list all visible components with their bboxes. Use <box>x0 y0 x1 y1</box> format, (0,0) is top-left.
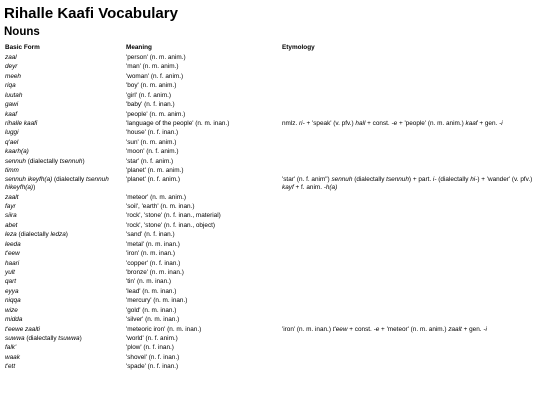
meaning-cell: 'meteor' (n. m. anim.) <box>126 193 186 201</box>
dialect-note: (dialectally <box>25 157 60 165</box>
meaning-cell: 'language of the people' (n. m. inan.) <box>126 119 230 127</box>
basic-form: zaalt <box>5 193 19 201</box>
etymology-cell <box>281 212 536 221</box>
etymology-cell <box>281 297 536 306</box>
etymology-morpheme: -e <box>391 119 398 127</box>
table-row <box>4 335 536 344</box>
etymology-cell <box>281 203 536 212</box>
etymology-text: 'iron' (n. m. inan.) <box>282 325 333 333</box>
etymology-cell <box>281 167 536 176</box>
table-row <box>4 129 536 138</box>
etymology-morpheme: -e <box>373 325 380 333</box>
etymology-cell <box>281 73 536 82</box>
dialect-note: (dialectally <box>16 231 51 239</box>
etymology-text: + gen. <box>477 119 500 127</box>
basic-form: t'eew <box>5 250 20 258</box>
basic-form: eyya <box>5 287 19 295</box>
etymology-cell <box>281 269 536 278</box>
dialect-note-close: ) <box>82 157 85 165</box>
basic-form-cell <box>4 203 125 212</box>
etymology-morpheme: zaalt <box>448 325 462 333</box>
meaning-cell: 'tin' (n. m. inan.) <box>126 278 172 286</box>
dialect-note-close: ) <box>33 184 36 192</box>
meaning-cell: 'world' (n. f. anim.) <box>126 334 178 342</box>
table-row <box>4 203 536 212</box>
etymology-cell <box>281 278 536 287</box>
table-row <box>4 54 536 63</box>
basic-form: yult <box>5 268 15 276</box>
etymology-text: + 'people' (n. m. anim.) <box>397 119 466 127</box>
meaning-cell: 'planet' (n. m. anim.) <box>126 167 184 175</box>
basic-form: t'ett <box>5 363 16 371</box>
etymology-cell <box>281 288 536 297</box>
meaning-cell: 'people' (n. m. anim.) <box>126 110 186 118</box>
table-body <box>4 54 536 373</box>
basic-form: deyr <box>5 63 18 71</box>
meaning-cell: 'man' (n. m. anim.) <box>126 63 179 71</box>
etymology-text: + 'speak' (v. pfv.) <box>304 119 356 127</box>
etymology-text: 'star' (n. f. anim") <box>282 176 332 184</box>
basic-form-cell <box>4 288 125 297</box>
basic-form: sennuh ikeyfh(a) <box>5 176 53 184</box>
table-row <box>4 194 536 203</box>
basic-form-cell <box>4 54 125 63</box>
table-row <box>4 288 536 297</box>
table-row <box>4 354 536 363</box>
basic-form-cell <box>4 354 125 363</box>
basic-form: suwwa <box>5 334 25 342</box>
meaning-cell: 'meteoric iron' (n. m. inan.) <box>126 325 202 333</box>
basic-form-cell <box>4 231 125 240</box>
etymology-cell <box>281 129 536 138</box>
basic-form-cell <box>4 212 125 221</box>
meaning-cell: 'rock', 'stone' (n. f. inan., material) <box>126 212 221 220</box>
basic-form: wize <box>5 306 18 314</box>
etymology-morpheme: tsennuh <box>386 176 409 184</box>
dialect-form: tsennuh <box>59 157 83 165</box>
etymology-cell <box>281 63 536 72</box>
basic-form: leza <box>5 231 17 239</box>
dialect-note: (dialectally <box>52 176 86 184</box>
dialect-form: tsuwwa <box>58 334 80 342</box>
etymology-cell <box>281 101 536 110</box>
table-row <box>4 250 536 259</box>
etymology-text: (dialectally <box>352 176 387 184</box>
meaning-cell: 'lead' (n. m. inan.) <box>126 287 177 295</box>
basic-form-cell <box>4 269 125 278</box>
etymology-cell <box>281 92 536 101</box>
etymology-cell <box>281 148 536 157</box>
basic-form: luggi <box>5 129 19 137</box>
etymology-morpheme: t'eew <box>332 325 348 333</box>
etymology-cell <box>281 316 536 325</box>
meaning-cell: 'sun' (n. m. anim.) <box>126 138 177 146</box>
meaning-cell: 'star' (n. f. anim.) <box>126 157 174 165</box>
meaning-cell: 'moon' (n. f. anim.) <box>126 148 179 156</box>
table-row <box>4 269 536 278</box>
basic-form-cell <box>4 73 125 82</box>
etymology-cell <box>281 139 536 148</box>
basic-form: haari <box>5 259 20 267</box>
etymology-text: nmlz. <box>282 119 300 127</box>
header-etymology: Etymology <box>282 44 315 51</box>
basic-form: abet <box>5 221 18 229</box>
table-row <box>4 73 536 82</box>
page-title: Rihalle Kaafi Vocabulary <box>4 5 178 22</box>
etymology-cell <box>281 307 536 316</box>
etymology-cell <box>281 82 536 91</box>
etymology-text: + f. anim. <box>293 184 324 192</box>
basic-form: gawi <box>5 101 19 109</box>
etymology-cell <box>281 54 536 63</box>
etymology-morpheme: hi- <box>470 176 478 184</box>
basic-form: timm <box>5 167 19 175</box>
etymology-morpheme: hall <box>355 119 366 127</box>
dialect-form: ledza <box>50 231 66 239</box>
etymology-cell <box>281 176 536 193</box>
etymology-cell <box>281 158 536 167</box>
basic-form: zaal <box>5 54 17 61</box>
etymology-cell <box>281 194 536 203</box>
table-row <box>4 222 536 231</box>
meaning-cell: 'shovel' (n. f. inan.) <box>126 353 180 361</box>
table-row <box>4 231 536 240</box>
table-row <box>4 307 536 316</box>
meaning-cell: 'boy' (n. m. anim.) <box>126 82 177 90</box>
basic-form-cell <box>4 139 125 148</box>
table-row <box>4 111 536 120</box>
etymology-text: ) + part. <box>408 176 433 184</box>
basic-form-cell <box>4 120 125 129</box>
basic-form: rihalle kaafi <box>5 119 38 127</box>
header-meaning: Meaning <box>126 44 152 51</box>
meaning-cell: 'gold' (n. m. inan.) <box>126 306 177 314</box>
basic-form-cell <box>4 326 125 335</box>
basic-form: niqqa <box>5 297 21 305</box>
etymology-cell <box>281 241 536 250</box>
meaning-cell: 'iron' (n. m. inan.) <box>126 250 175 258</box>
basic-form-cell <box>4 111 125 120</box>
basic-form: falk' <box>5 344 17 352</box>
section-heading: Nouns <box>4 26 40 38</box>
table-row <box>4 316 536 325</box>
table-row <box>4 139 536 148</box>
basic-form-cell <box>4 344 125 353</box>
table-row <box>4 278 536 287</box>
etymology-morpheme: kaaf <box>465 119 478 127</box>
vocabulary-table <box>4 44 536 373</box>
meaning-cell: 'silver' (n. m. inan.) <box>126 316 180 324</box>
basic-form-cell <box>4 101 125 110</box>
basic-form: waak <box>5 353 20 361</box>
basic-form-cell <box>4 194 125 203</box>
meaning-cell: 'sand' (n. f. inan.) <box>126 231 175 239</box>
etymology-cell <box>281 260 536 269</box>
etymology-text: + const. <box>347 325 374 333</box>
basic-form-cell <box>4 297 125 306</box>
basic-form-cell <box>4 250 125 259</box>
table-row <box>4 148 536 157</box>
table-header-row <box>4 44 536 54</box>
basic-form-cell <box>4 222 125 231</box>
etymology-morpheme: -i <box>499 119 503 127</box>
table-row <box>4 167 536 176</box>
meaning-cell: 'house' (n. f. inan.) <box>126 129 179 137</box>
basic-form-cell <box>4 148 125 157</box>
meaning-cell: 'rock', 'stone' (n. f. inan., object) <box>126 221 216 229</box>
table-row <box>4 63 536 72</box>
table-row <box>4 212 536 221</box>
table-row <box>4 120 536 129</box>
table-row <box>4 260 536 269</box>
table-row <box>4 158 536 167</box>
table-row <box>4 101 536 110</box>
dialect-form: tsennuh hikeyfh(a) <box>5 176 109 192</box>
meaning-cell: 'baby' (n. f. inan.) <box>126 101 175 109</box>
etymology-cell <box>281 344 536 353</box>
etymology-morpheme: -i <box>483 325 487 333</box>
basic-form: sennuh <box>5 157 26 165</box>
basic-form: luutah <box>5 91 23 99</box>
basic-form: riqa <box>5 82 16 90</box>
table-row <box>4 326 536 335</box>
etymology-cell <box>281 231 536 240</box>
meaning-cell: 'girl' (n. f. anim.) <box>126 91 172 99</box>
dialect-note-close: ) <box>79 334 82 342</box>
basic-form-cell <box>4 278 125 287</box>
etymology-cell <box>281 326 536 335</box>
meaning-cell: 'spade' (n. f. inan.) <box>126 363 179 371</box>
basic-form-cell <box>4 63 125 72</box>
meaning-cell: 'bronze' (n. m. inan.) <box>126 268 184 276</box>
etymology-text: + 'meteor' (n. m. anim.) <box>379 325 449 333</box>
basic-form: qart <box>5 278 17 286</box>
table-row <box>4 344 536 353</box>
etymology-cell <box>281 363 536 372</box>
table-row <box>4 297 536 306</box>
basic-form: siira <box>5 212 17 220</box>
basic-form: leeda <box>5 240 21 248</box>
basic-form-cell <box>4 260 125 269</box>
meaning-cell: 'soil', 'earth' (n. m. inan.) <box>126 203 195 211</box>
basic-form-cell <box>4 241 125 250</box>
basic-form: meeh <box>5 72 21 80</box>
basic-form: q'ael <box>5 138 19 146</box>
etymology-cell <box>281 111 536 120</box>
meaning-cell: 'woman' (n. f. anim.) <box>126 72 184 80</box>
meaning-cell: 'copper' (n. f. inan.) <box>126 259 181 267</box>
basic-form-cell <box>4 335 125 344</box>
meaning-cell: 'metal' (n. m. inan.) <box>126 240 180 248</box>
table-row <box>4 82 536 91</box>
meaning-cell: 'planet' (n. f. anim.) <box>126 176 180 184</box>
meaning-cell: 'plow' (n. f. inan.) <box>126 344 174 352</box>
basic-form-cell <box>4 92 125 101</box>
basic-form: t'eewe zaalti <box>5 325 40 333</box>
etymology-morpheme: sennuh <box>331 176 353 184</box>
etymology-morpheme: i- <box>432 176 437 184</box>
etymology-cell <box>281 222 536 231</box>
etymology-morpheme: -h(a) <box>323 184 338 192</box>
header-basic-form: Basic Form <box>5 44 40 51</box>
meaning-cell: 'mercury' (n. m. inan.) <box>126 297 188 305</box>
etymology-text: ) + 'wander' (v. pfv.) <box>477 176 533 184</box>
basic-form-cell <box>4 82 125 91</box>
etymology-text: + const. <box>365 119 392 127</box>
table-row <box>4 92 536 101</box>
table-row <box>4 241 536 250</box>
basic-form-cell <box>4 129 125 138</box>
etymology-cell <box>281 250 536 259</box>
meaning-cell: 'person' (n. m. anim.) <box>126 54 186 61</box>
basic-form-cell <box>4 167 125 176</box>
dialect-note: (dialectally <box>24 334 59 342</box>
basic-form: midda <box>5 316 23 324</box>
etymology-morpheme: kayf <box>282 184 294 192</box>
table-row <box>4 363 536 372</box>
basic-form-cell <box>4 307 125 316</box>
etymology-text: + gen. <box>461 325 484 333</box>
etymology-cell <box>281 354 536 363</box>
basic-form-cell <box>4 316 125 325</box>
basic-form: kaaf <box>5 110 18 118</box>
basic-form: kaarh(a) <box>5 148 29 156</box>
basic-form-cell <box>4 158 125 167</box>
dialect-note-close: ) <box>65 231 68 239</box>
basic-form-cell <box>4 176 125 193</box>
table-row <box>4 176 536 193</box>
etymology-cell <box>281 120 536 129</box>
basic-form-cell <box>4 363 125 372</box>
etymology-cell <box>281 335 536 344</box>
etymology-morpheme: ri- <box>299 119 305 127</box>
etymology-text: (dialectally <box>436 176 471 184</box>
basic-form: fayr <box>5 203 16 211</box>
